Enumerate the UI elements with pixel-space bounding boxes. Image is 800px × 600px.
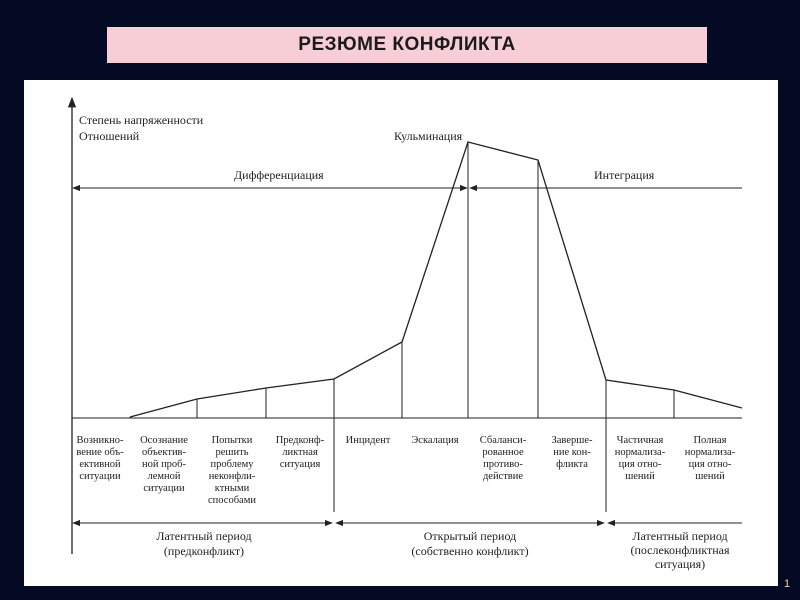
peak-label: Кульминация: [394, 129, 463, 143]
y-axis-label-line-2: Отношений: [79, 129, 140, 143]
stage-label-7: Сбаланси-рованное противо-действие: [479, 435, 527, 482]
stage-label-9: Частичная нормализа-ция отно-шений: [614, 435, 666, 482]
differentiation-label: Дифференциация: [234, 168, 324, 182]
diagram-panel: [24, 80, 778, 586]
tension-curve: [130, 142, 742, 417]
stage-dividers: [130, 142, 674, 512]
y-axis-label-line-1: Степень напряженности: [79, 113, 204, 127]
stage-label-4: Предконф-ликтная ситуация: [275, 435, 325, 470]
stage-label-8: Заверше-ние кон-фликта: [551, 435, 593, 470]
period-label-latent-pre: Латентный период (предконфликт): [156, 529, 252, 558]
period-label-open: Открытый период (собственно конфликт): [411, 529, 529, 558]
integration-label: Интеграция: [594, 168, 655, 182]
stage-label-5: Инцидент: [345, 435, 391, 446]
stage-label-10: Полная нормализа-ция отно-шений: [684, 435, 736, 482]
stage-label-3: Попытки решить проблему неконфли-ктными способами: [208, 435, 256, 506]
stage-label-2: Осознание объектив-ной проб-лемной ситуации: [140, 435, 188, 494]
page-number: 1: [783, 578, 791, 590]
stage-label-6: Эскалация: [411, 435, 459, 446]
conflict-dynamics-diagram: [24, 80, 778, 586]
slide-title: РЕЗЮМЕ КОНФЛИКТА: [107, 27, 707, 63]
period-label-latent-post: Латентный период (послеконфликтная ситуация): [630, 529, 730, 571]
stage-label-1: Возникно-вение объ-ективной ситуации: [76, 435, 124, 482]
stage-labels: [76, 435, 735, 506]
